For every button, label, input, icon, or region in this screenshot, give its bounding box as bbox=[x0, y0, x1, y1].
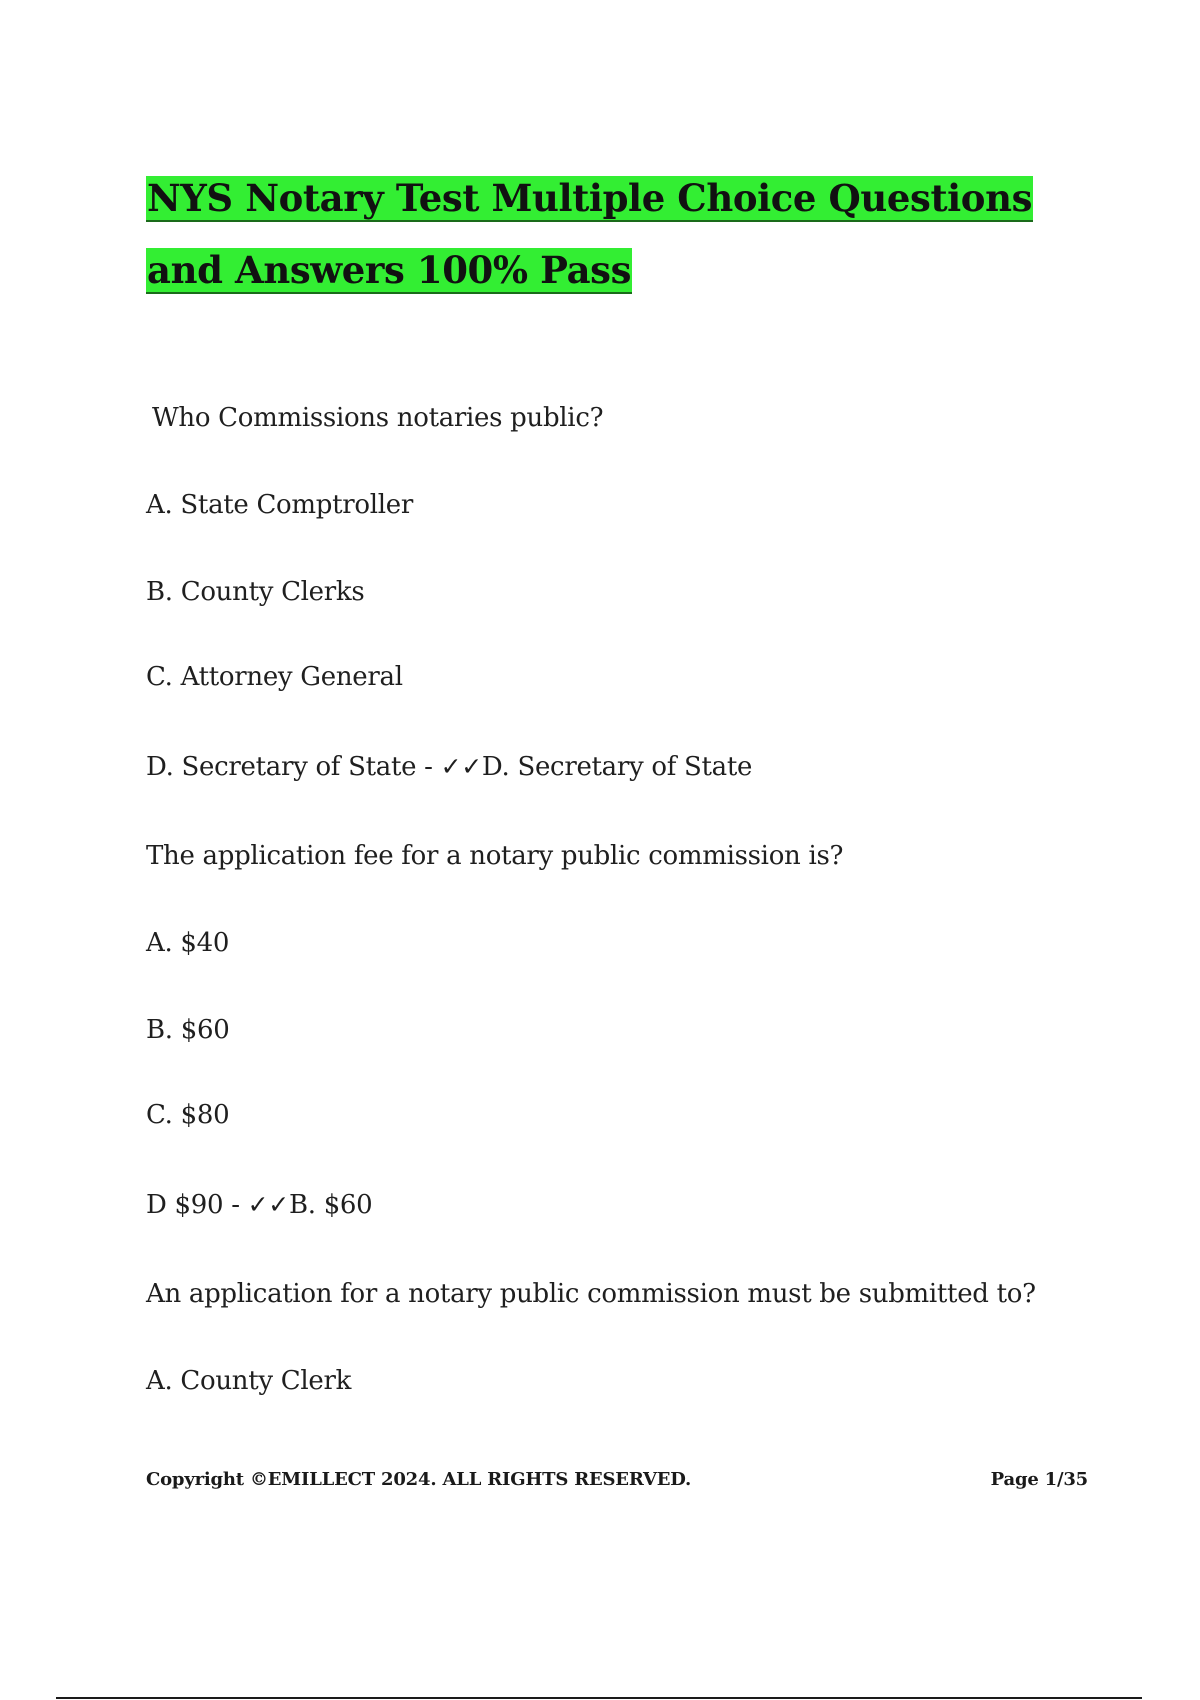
question-1-text: Who Commissions notaries public? bbox=[152, 403, 604, 433]
document-title bbox=[146, 162, 1096, 306]
bottom-divider bbox=[56, 1697, 1142, 1699]
question-2-option-d: D $90 - bbox=[146, 1190, 248, 1220]
question-1-option-d-with-answer bbox=[146, 751, 752, 783]
question-3-text: An application for a notary public commission must be submitted to? bbox=[146, 1279, 1036, 1309]
question-2-option-d-with-answer bbox=[146, 1189, 372, 1221]
question-1-answer: D. Secretary of State bbox=[481, 752, 753, 782]
question-2-option-a: A. $40 bbox=[146, 928, 230, 958]
question-1-option-c: C. Attorney General bbox=[146, 662, 403, 692]
question-2-option-b: B. $60 bbox=[146, 1015, 230, 1045]
check-mark-icon: ✓✓ bbox=[440, 752, 482, 781]
question-1-option-a: A. State Comptroller bbox=[146, 490, 413, 520]
question-2-option-c: C. $80 bbox=[146, 1100, 230, 1130]
title-highlight: NYS Notary Test Multiple Choice Questions and Answers 100% Pass bbox=[147, 176, 1033, 292]
check-mark-icon: ✓✓ bbox=[247, 1190, 289, 1219]
footer-page-number: Page 1/35 bbox=[990, 1469, 1088, 1490]
question-3-option-a: A. County Clerk bbox=[146, 1366, 352, 1396]
question-1-option-b: B. County Clerks bbox=[146, 577, 365, 607]
question-1-option-d: D. Secretary of State - bbox=[146, 752, 441, 782]
question-2-text: The application fee for a notary public commission is? bbox=[146, 841, 844, 871]
footer-copyright: Copyright ©EMILLECT 2024. ALL RIGHTS RESERVED. bbox=[146, 1469, 692, 1490]
question-2-answer: B. $60 bbox=[288, 1190, 373, 1220]
